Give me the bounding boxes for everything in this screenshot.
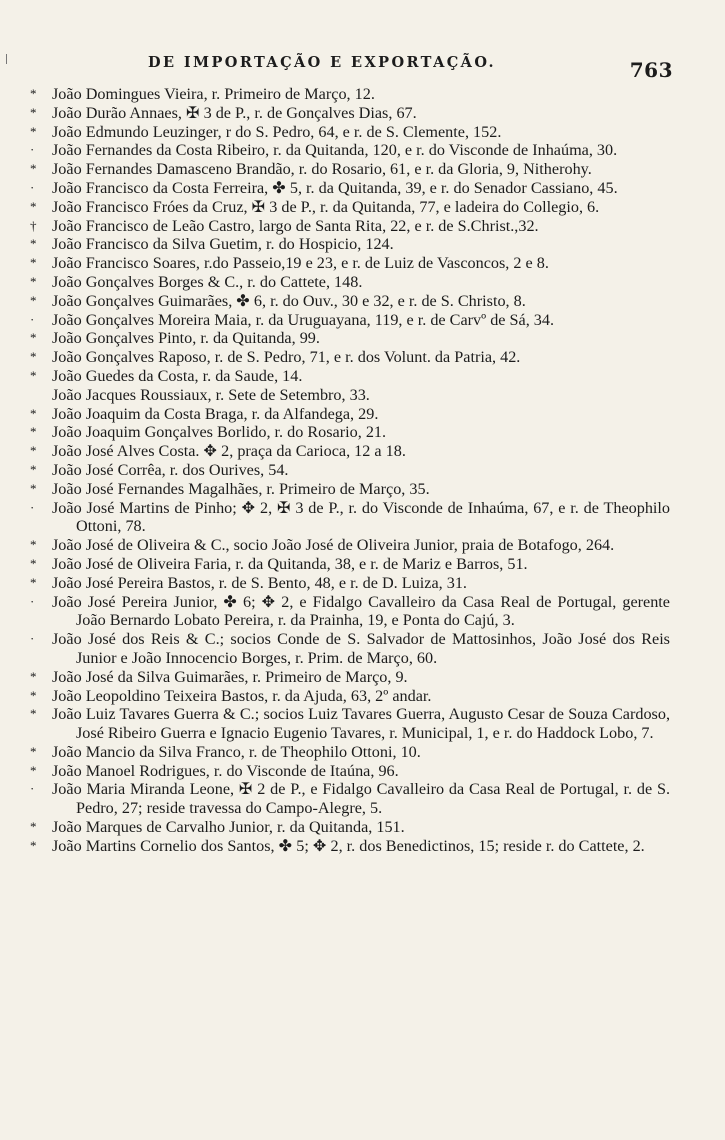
entry-text: João José dos Reis & C.; socios Conde de S. Salvador de Mattosinhos, João José dos Reis Junior e João Innocencio Borges, r. Prim. de Março, 60. bbox=[52, 630, 670, 667]
directory-entry bbox=[30, 818, 670, 837]
directory-entry bbox=[30, 574, 670, 593]
entry-text: João José Martins de Pinho; ✥ 2, ✠ 3 de P., r. do Visconde de Inhaúma, 67, e r. de Theophilo Ottoni, 78. bbox=[52, 498, 670, 536]
entry-marker: * bbox=[30, 443, 37, 459]
entry-text: João Gonçalves Borges & C., r. do Cattete, 148. bbox=[52, 272, 363, 291]
entry-text: João Leopoldino Teixeira Bastos, r. da Ajuda, 63, 2º andar. bbox=[52, 686, 432, 705]
entry-marker: * bbox=[30, 762, 37, 778]
directory-entry bbox=[30, 85, 670, 104]
entry-text: João Francisco da Silva Guetim, r. do Hospicio, 124. bbox=[52, 235, 394, 254]
entry-text: João José da Silva Guimarães, r. Primeiro de Março, 9. bbox=[52, 667, 408, 686]
directory-entry bbox=[30, 687, 670, 706]
entry-marker: · bbox=[30, 781, 35, 797]
directory-entry bbox=[30, 235, 670, 254]
directory-entry bbox=[30, 123, 670, 142]
entry-marker: † bbox=[30, 217, 37, 233]
entry-text: João Gonçalves Pinto, r. da Quitanda, 99. bbox=[52, 329, 320, 348]
entry-text: João Gonçalves Raposo, r. de S. Pedro, 71, e r. dos Volunt. da Patria, 42. bbox=[52, 348, 521, 367]
entry-text: João Manoel Rodrigues, r. do Visconde de Itaúna, 96. bbox=[52, 761, 399, 780]
entry-marker: * bbox=[30, 123, 37, 139]
entry-text: João Francisco Soares, r.do Passeio,19 e 23, e r. de Luiz de Vasconcos, 2 e 8. bbox=[52, 254, 549, 273]
entry-text: João José de Oliveira & C., socio João José de Oliveira Junior, praia de Botafogo, 264. bbox=[52, 536, 615, 555]
entry-text: João Fernandes Damasceno Brandão, r. do Rosario, 61, e r. da Gloria, 9, Nitherohy. bbox=[52, 160, 592, 179]
directory-entry bbox=[30, 179, 670, 198]
entry-marker: · bbox=[30, 631, 35, 647]
directory-entry bbox=[30, 367, 670, 386]
entry-marker: · bbox=[30, 179, 35, 195]
entry-marker: * bbox=[30, 292, 37, 308]
entry-marker: * bbox=[30, 104, 37, 120]
directory-entry bbox=[30, 837, 670, 856]
directory-entry bbox=[30, 160, 670, 179]
directory-entry bbox=[30, 480, 670, 499]
directory-entry bbox=[30, 141, 670, 160]
page-header bbox=[0, 52, 725, 86]
directory-listing bbox=[30, 85, 670, 856]
entry-marker: · bbox=[30, 499, 35, 515]
entry-text: João Domingues Vieira, r. Primeiro de Março, 12. bbox=[52, 85, 375, 103]
entry-marker: * bbox=[30, 367, 37, 383]
entry-text: João Joaquim da Costa Braga, r. da Alfandega, 29. bbox=[52, 404, 379, 423]
entry-text: João Francisco Fróes da Cruz, ✠ 3 de P., r. da Quitanda, 77, e ladeira do Collegio, 6. bbox=[52, 197, 600, 216]
entry-marker: * bbox=[30, 349, 37, 365]
entry-marker: * bbox=[30, 330, 37, 346]
entry-text: João Gonçalves Moreira Maia, r. da Uruguayana, 119, e r. de Carvº de Sá, 34. bbox=[52, 310, 555, 329]
entry-text: João José Pereira Junior, ✤ 6; ✥ 2, e Fidalgo Cavalleiro da Casa Real de Portugal, gerente João Bernardo Lobato Pereira, r. da Prainha, 19, e Ponta do Cajú, 3. bbox=[52, 592, 670, 630]
entry-text: João Marques de Carvalho Junior, r. da Quitanda, 151. bbox=[52, 818, 405, 837]
directory-entry bbox=[30, 555, 670, 574]
entry-marker: * bbox=[30, 537, 37, 553]
entry-marker: * bbox=[30, 555, 37, 571]
running-title: DE IMPORTAÇÃO E EXPORTAÇÃO. bbox=[148, 54, 496, 71]
entry-text: João Edmundo Leuzinger, r do S. Pedro, 64, e r. de S. Clemente, 152. bbox=[52, 122, 502, 141]
entry-text: João Francisco de Leão Castro, largo de Santa Rita, 22, e r. de S.Christ.,32. bbox=[52, 216, 539, 235]
entry-marker: * bbox=[30, 574, 37, 590]
entry-marker: * bbox=[30, 706, 37, 722]
entry-text: João Gonçalves Guimarães, ✤ 6, r. do Ouv., 30 e 32, e r. de S. Christo, 8. bbox=[52, 291, 526, 310]
directory-entry bbox=[30, 780, 670, 818]
entry-text: João Francisco da Costa Ferreira, ✤ 5, r. da Quitanda, 39, e r. do Senador Cassiano, 45. bbox=[52, 178, 618, 197]
entry-text: João José Alves Costa. ✥ 2, praça da Carioca, 12 a 18. bbox=[52, 442, 406, 461]
directory-entry bbox=[30, 762, 670, 781]
entry-marker: * bbox=[30, 236, 37, 252]
entry-text: João Maria Miranda Leone, ✠ 2 de P., e Fidalgo Cavalleiro da Casa Real de Portugal, r. de S. Pedro, 27; reside travessa do Campo-Alegre, 5. bbox=[52, 780, 670, 818]
entry-marker: * bbox=[30, 424, 37, 440]
entry-marker: * bbox=[30, 198, 37, 214]
directory-entry bbox=[30, 705, 670, 743]
directory-entry bbox=[30, 198, 670, 217]
entry-marker: · bbox=[30, 311, 35, 327]
entry-marker: * bbox=[30, 161, 37, 177]
directory-entry bbox=[30, 405, 670, 424]
directory-entry bbox=[30, 311, 670, 330]
directory-entry bbox=[30, 329, 670, 348]
directory-entry bbox=[30, 423, 670, 442]
entry-marker: * bbox=[30, 273, 37, 289]
directory-entry bbox=[30, 348, 670, 367]
directory-entry bbox=[30, 499, 670, 537]
entry-marker: * bbox=[30, 687, 37, 703]
entry-marker: * bbox=[30, 743, 37, 759]
entry-marker: * bbox=[30, 255, 37, 271]
entry-marker: * bbox=[30, 461, 37, 477]
entry-text: João Mancio da Silva Franco, r. de Theophilo Ottoni, 10. bbox=[52, 742, 421, 761]
entry-text: João Luiz Tavares Guerra & C.; socios Luiz Tavares Guerra, Augusto Cesar de Souza Cardoso, José Ribeiro Guerra e Ignacio Eugenio Tavares, r. Municipal, 1, e r. do Haddock Lobo, 7. bbox=[52, 705, 670, 743]
directory-entry bbox=[30, 386, 670, 405]
entry-text: João Durão Annaes, ✠ 3 de P., r. de Gonçalves Dias, 67. bbox=[52, 103, 417, 122]
entry-marker: * bbox=[30, 86, 37, 101]
entry-text: João Martins Cornelio dos Santos, ✤ 5; ✥ 2, r. dos Benedictinos, 15; reside r. do Cattete, 2. bbox=[52, 836, 645, 855]
entry-text: João José de Oliveira Faria, r. da Quitanda, 38, e r. de Mariz e Barros, 51. bbox=[52, 554, 528, 573]
entry-marker: · bbox=[30, 142, 35, 158]
entry-marker: · bbox=[30, 593, 35, 609]
directory-entry bbox=[30, 536, 670, 555]
directory-entry bbox=[30, 292, 670, 311]
directory-entry bbox=[30, 217, 670, 236]
entry-text: João Fernandes da Costa Ribeiro, r. da Quitanda, 120, e r. do Visconde de Inhaúma, 30. bbox=[52, 141, 618, 160]
directory-entry bbox=[30, 630, 670, 668]
directory-entry bbox=[30, 104, 670, 123]
entry-text: João José Fernandes Magalhães, r. Primeiro de Março, 35. bbox=[52, 479, 430, 498]
entry-marker: * bbox=[30, 837, 37, 853]
entry-text: João Joaquim Gonçalves Borlido, r. do Rosario, 21. bbox=[52, 423, 387, 442]
entry-text: João José Corrêa, r. dos Ourives, 54. bbox=[52, 460, 289, 479]
page-number: 763 bbox=[629, 58, 673, 82]
entry-marker: * bbox=[30, 405, 37, 421]
entry-marker: * bbox=[30, 480, 37, 496]
entry-text: João Guedes da Costa, r. da Saude, 14. bbox=[52, 366, 303, 385]
directory-entry bbox=[30, 254, 670, 273]
entry-marker: * bbox=[30, 819, 37, 835]
directory-entry bbox=[30, 668, 670, 687]
entry-marker: * bbox=[30, 668, 37, 684]
directory-entry bbox=[30, 743, 670, 762]
entry-text: João Jacques Roussiaux, r. Sete de Setembro, 33. bbox=[52, 385, 370, 404]
entry-text: João José Pereira Bastos, r. de S. Bento, 48, e r. de D. Luiza, 31. bbox=[52, 573, 467, 592]
directory-entry bbox=[30, 593, 670, 631]
directory-entry bbox=[30, 442, 670, 461]
directory-entry bbox=[30, 273, 670, 292]
directory-entry bbox=[30, 461, 670, 480]
